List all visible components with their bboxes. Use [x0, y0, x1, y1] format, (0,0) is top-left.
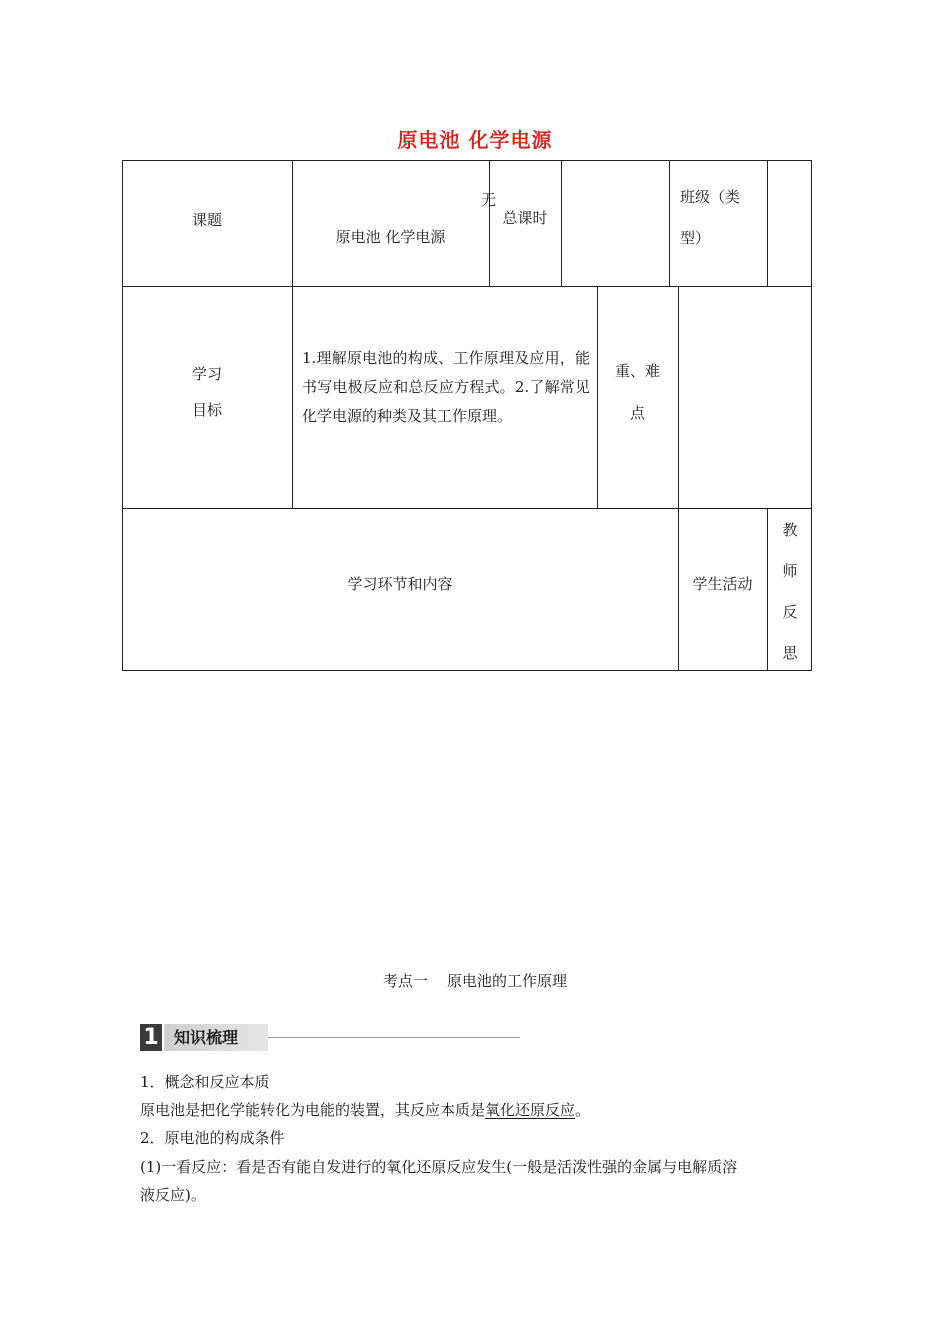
table-divider: [292, 160, 293, 287]
condition-1-line1: (1)一看反应：看是否有能自发进行的氧化还原反应发生(一般是活泼性强的金属与电解质溶: [140, 1158, 738, 1176]
banner-rule: [268, 1037, 520, 1038]
student-activity-label: 学生活动: [692, 575, 753, 593]
table-divider: [561, 160, 562, 287]
banner-label: 知识梳理: [164, 1024, 268, 1051]
key-points-label-line1: 重、难: [614, 362, 660, 380]
concept-paragraph: [140, 1100, 590, 1120]
topic-label: 课题: [191, 211, 222, 229]
section-heading: 考点一 原电池的工作原理: [382, 972, 568, 990]
reflection-char: 反: [782, 603, 798, 621]
conditions-heading: 2．原电池的构成条件: [140, 1129, 285, 1147]
table-divider: [292, 286, 293, 509]
content-label: 学习环节和内容: [347, 575, 453, 593]
table-divider: [122, 286, 812, 287]
condition-1-line2: 液反应)。: [140, 1186, 206, 1204]
objectives-label-line1: 学习: [191, 365, 222, 383]
table-border-bottom: [122, 670, 812, 671]
concept-text: 原电池是把化学能转化为电能的装置，其反应本质是: [140, 1101, 486, 1119]
none-mark: 无: [481, 191, 497, 209]
document-title: 原电池 化学电源: [397, 128, 553, 152]
reflection-char: 师: [782, 562, 798, 580]
table-divider: [767, 508, 768, 671]
class-type-label-line2: 型）: [680, 229, 711, 247]
teacher-reflection-label: [770, 510, 810, 674]
table-divider: [597, 286, 598, 509]
concept-text-end: 。: [575, 1101, 591, 1119]
table-divider: [669, 160, 670, 287]
class-type-label-line1: 班级（类: [680, 188, 741, 206]
concept-heading: 1．概念和反应本质: [140, 1073, 270, 1091]
objectives-text: 1.理解原电池的构成、工作原理及应用，能书写电极反应和总反应方程式。2.了解常见化学电源的种类及其工作原理。: [302, 349, 590, 425]
table-divider: [122, 508, 812, 509]
table-divider: [678, 286, 679, 509]
objectives-label-line2: 目标: [191, 401, 222, 419]
key-points-label-line2: 点: [629, 404, 645, 422]
banner-number: 1: [140, 1024, 162, 1051]
table-divider: [767, 160, 768, 287]
reflection-char: 思: [782, 644, 798, 662]
underlined-answer: 氧化还原反应: [485, 1101, 576, 1119]
table-border-top: [122, 160, 812, 161]
total-hours-label: 总课时: [502, 209, 548, 227]
reflection-char: 教: [782, 521, 798, 539]
table-border-right: [811, 160, 812, 671]
topic-value: 原电池 化学电源: [335, 228, 446, 246]
